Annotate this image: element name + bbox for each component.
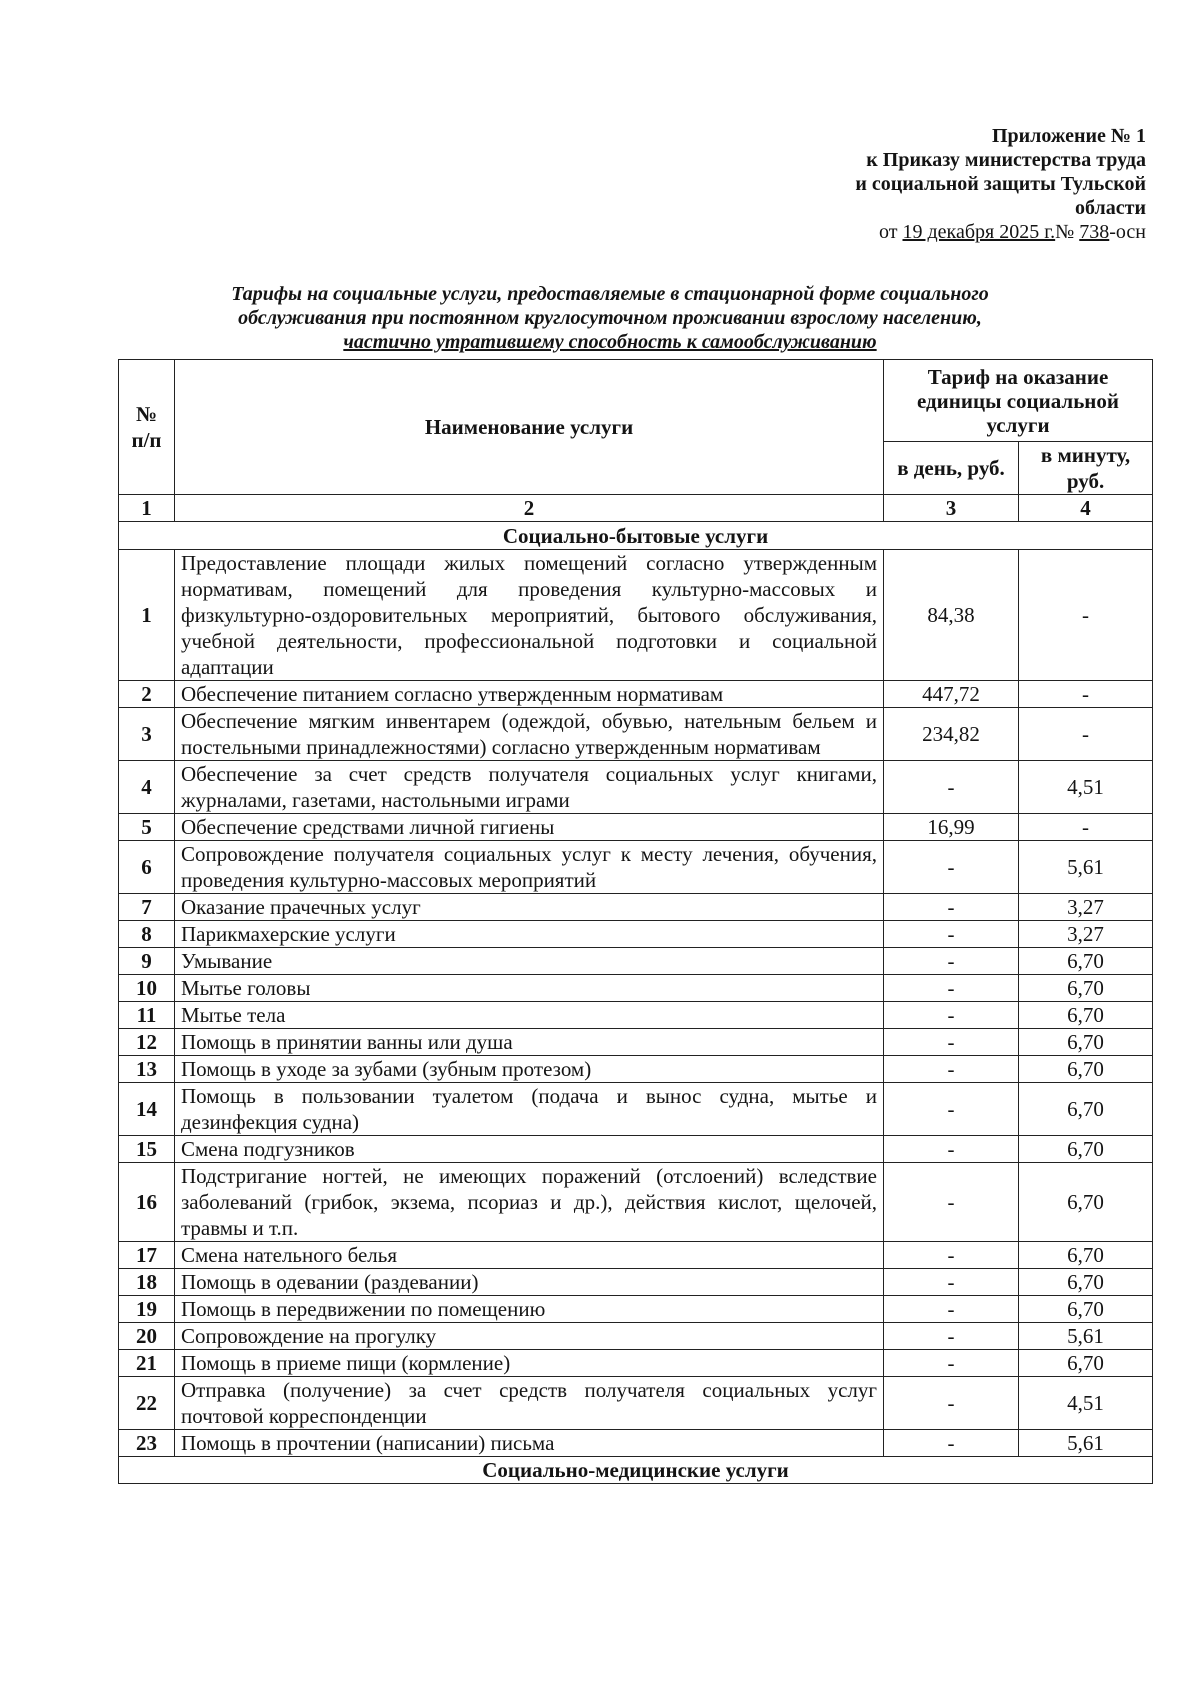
tariff-per-minute: 6,70 [1019,1056,1153,1083]
order-date: 19 декабря 2025 г. [902,221,1056,243]
row-number: 23 [119,1430,175,1457]
tariff-per-minute: - [1019,708,1153,761]
row-number: 10 [119,975,175,1002]
ministry-name: и социальной защиты Тульской [855,173,1146,195]
service-name: Парикмахерские услуги [175,921,884,948]
tariffs-table [118,359,1153,1484]
table-row [119,1350,1153,1377]
tariff-per-minute: 6,70 [1019,1163,1153,1242]
table-row [119,1377,1153,1430]
table-row [119,708,1153,761]
tariff-per-day: - [884,1056,1019,1083]
table-row [119,894,1153,921]
row-number: 11 [119,1002,175,1029]
tariff-per-minute: 3,27 [1019,921,1153,948]
title-line-2: обслуживания при постоянном круглосуточном проживании взрослому населению, [238,307,982,329]
date-prefix: от [879,221,903,243]
order-number: 738 [1079,221,1110,243]
row-number: 9 [119,948,175,975]
tariff-per-day: - [884,1083,1019,1136]
tariff-per-minute: 6,70 [1019,948,1153,975]
tariff-per-day: 84,38 [884,550,1019,681]
tariff-per-day: - [884,1029,1019,1056]
row-number: 12 [119,1029,175,1056]
tariff-per-minute: 6,70 [1019,1269,1153,1296]
tariff-per-minute: 6,70 [1019,1136,1153,1163]
table-row [119,975,1153,1002]
number-prefix: № [1055,221,1080,243]
service-name: Обеспечение за счет средств получателя социальных услуг книгами, журналами, газетами, настольными играми [175,761,884,814]
service-name: Помощь в уходе за зубами (зубным протезом) [175,1056,884,1083]
section-row [119,1457,1153,1484]
row-number: 15 [119,1136,175,1163]
tariff-per-minute: 5,61 [1019,841,1153,894]
tariff-per-minute: 6,70 [1019,1296,1153,1323]
table-row [119,948,1153,975]
row-number: 4 [119,761,175,814]
table-body [119,495,1153,1484]
service-name: Обеспечение питанием согласно утвержденным нормативам [175,681,884,708]
tariff-per-minute: 4,51 [1019,1377,1153,1430]
table-row [119,1029,1153,1056]
table-row [119,1323,1153,1350]
row-number: 22 [119,1377,175,1430]
title-line-1: Тарифы на социальные услуги, предоставляемые в стационарной форме социального [231,283,989,305]
title-line-3: частично утратившему способность к самообслуживанию [343,331,877,353]
tariff-per-minute: 5,61 [1019,1323,1153,1350]
row-number: 7 [119,894,175,921]
order-date-line [855,220,1146,244]
table-row [119,1269,1153,1296]
service-name: Оказание прачечных услуг [175,894,884,921]
tariff-per-day: - [884,975,1019,1002]
tariff-per-day: - [884,1377,1019,1430]
row-number: 19 [119,1296,175,1323]
tariff-per-day: - [884,894,1019,921]
column-number: 4 [1019,495,1153,522]
tariff-per-day: - [884,1242,1019,1269]
table-row [119,550,1153,681]
row-number: 17 [119,1242,175,1269]
table-row [119,761,1153,814]
tariff-per-day: - [884,1350,1019,1377]
service-name: Смена подгузников [175,1136,884,1163]
row-number: 3 [119,708,175,761]
tariff-per-day: - [884,1002,1019,1029]
tariff-per-minute: 6,70 [1019,1083,1153,1136]
row-number: 16 [119,1163,175,1242]
header-tariff: Тариф на оказание единицы социальной услуги [884,360,1153,442]
tariff-per-day: 447,72 [884,681,1019,708]
row-number: 14 [119,1083,175,1136]
header-per-minute: в минуту, руб. [1019,442,1153,495]
tariff-per-minute: - [1019,550,1153,681]
tariff-per-minute: 6,70 [1019,975,1153,1002]
tariff-per-minute: 4,51 [1019,761,1153,814]
table-row [119,841,1153,894]
row-number: 6 [119,841,175,894]
service-name: Помощь в приеме пищи (кормление) [175,1350,884,1377]
header-service-name: Наименование услуги [175,360,884,495]
appendix-number: Приложение № 1 [991,125,1146,147]
order-reference: к Приказу министерства труда [866,149,1146,171]
service-name: Обеспечение мягким инвентарем (одеждой, обувью, нательным бельем и постельными принадлежностями) согласно утвержденным нормативам [175,708,884,761]
table-row [119,681,1153,708]
table-row [119,1430,1153,1457]
tariff-per-minute: 3,27 [1019,894,1153,921]
tariff-per-minute: 6,70 [1019,1029,1153,1056]
tariff-per-minute: 6,70 [1019,1002,1153,1029]
service-name: Обеспечение средствами личной гигиены [175,814,884,841]
service-name: Помощь в передвижении по помещению [175,1296,884,1323]
tariff-per-minute: 5,61 [1019,1430,1153,1457]
tariff-per-minute: 6,70 [1019,1350,1153,1377]
column-numbers-row [119,495,1153,522]
number-suffix: -осн [1109,221,1146,243]
tariff-per-day: - [884,1296,1019,1323]
tariff-per-day: - [884,1136,1019,1163]
row-number: 1 [119,550,175,681]
section-title: Социально-бытовые услуги [119,522,1153,550]
service-name: Помощь в прочтении (написании) письма [175,1430,884,1457]
column-number: 1 [119,495,175,522]
tariff-per-day: - [884,1323,1019,1350]
tariff-per-day: - [884,1163,1019,1242]
tariff-per-minute: - [1019,681,1153,708]
service-name: Отправка (получение) за счет средств получателя социальных услуг почтовой корреспонденции [175,1377,884,1430]
table-row [119,1002,1153,1029]
service-name: Смена нательного белья [175,1242,884,1269]
service-name: Помощь в пользовании туалетом (подача и вынос судна, мытье и дезинфекция судна) [175,1083,884,1136]
column-number: 3 [884,495,1019,522]
table-row [119,1083,1153,1136]
service-name: Помощь в одевании (раздевании) [175,1269,884,1296]
service-name: Предоставление площади жилых помещений согласно утвержденным нормативам, помещений для проведения культурно-массовых и физкультурно-оздоровительных мероприятий, бытового обслуживания, учебной деятельности, профессиональной подготовки и социальной адаптации [175,550,884,681]
row-number: 18 [119,1269,175,1296]
row-number: 2 [119,681,175,708]
document-title [120,282,1100,354]
table-row [119,1163,1153,1242]
service-name: Сопровождение на прогулку [175,1323,884,1350]
tariff-per-minute: 6,70 [1019,1242,1153,1269]
table-row [119,1296,1153,1323]
service-name: Сопровождение получателя социальных услуг к месту лечения, обучения, проведения культурно-массовых мероприятий [175,841,884,894]
tariff-per-day: 16,99 [884,814,1019,841]
header-number: № п/п [119,360,175,495]
document-header [855,124,1146,244]
tariff-per-minute: - [1019,814,1153,841]
tariff-per-day: - [884,761,1019,814]
tariff-per-day: - [884,921,1019,948]
tariff-per-day: - [884,1430,1019,1457]
section-title: Социально-медицинские услуги [119,1457,1153,1484]
tariff-per-day: - [884,841,1019,894]
table-row [119,1136,1153,1163]
service-name: Помощь в принятии ванны или душа [175,1029,884,1056]
service-name: Мытье тела [175,1002,884,1029]
tariff-per-day: - [884,1269,1019,1296]
table-row [119,921,1153,948]
tariff-per-day: - [884,948,1019,975]
row-number: 5 [119,814,175,841]
table-row [119,1056,1153,1083]
service-name: Умывание [175,948,884,975]
row-number: 8 [119,921,175,948]
tariff-per-day: 234,82 [884,708,1019,761]
header-per-day: в день, руб. [884,442,1019,495]
column-number: 2 [175,495,884,522]
region-name: области [1075,197,1146,219]
row-number: 20 [119,1323,175,1350]
table-row [119,1242,1153,1269]
service-name: Мытье головы [175,975,884,1002]
section-row [119,522,1153,550]
row-number: 13 [119,1056,175,1083]
table-row [119,814,1153,841]
service-name: Подстригание ногтей, не имеющих поражений (отслоений) вследствие заболеваний (грибок, экзема, псориаз и др.), действия кислот, щелочей, травмы и т.п. [175,1163,884,1242]
row-number: 21 [119,1350,175,1377]
